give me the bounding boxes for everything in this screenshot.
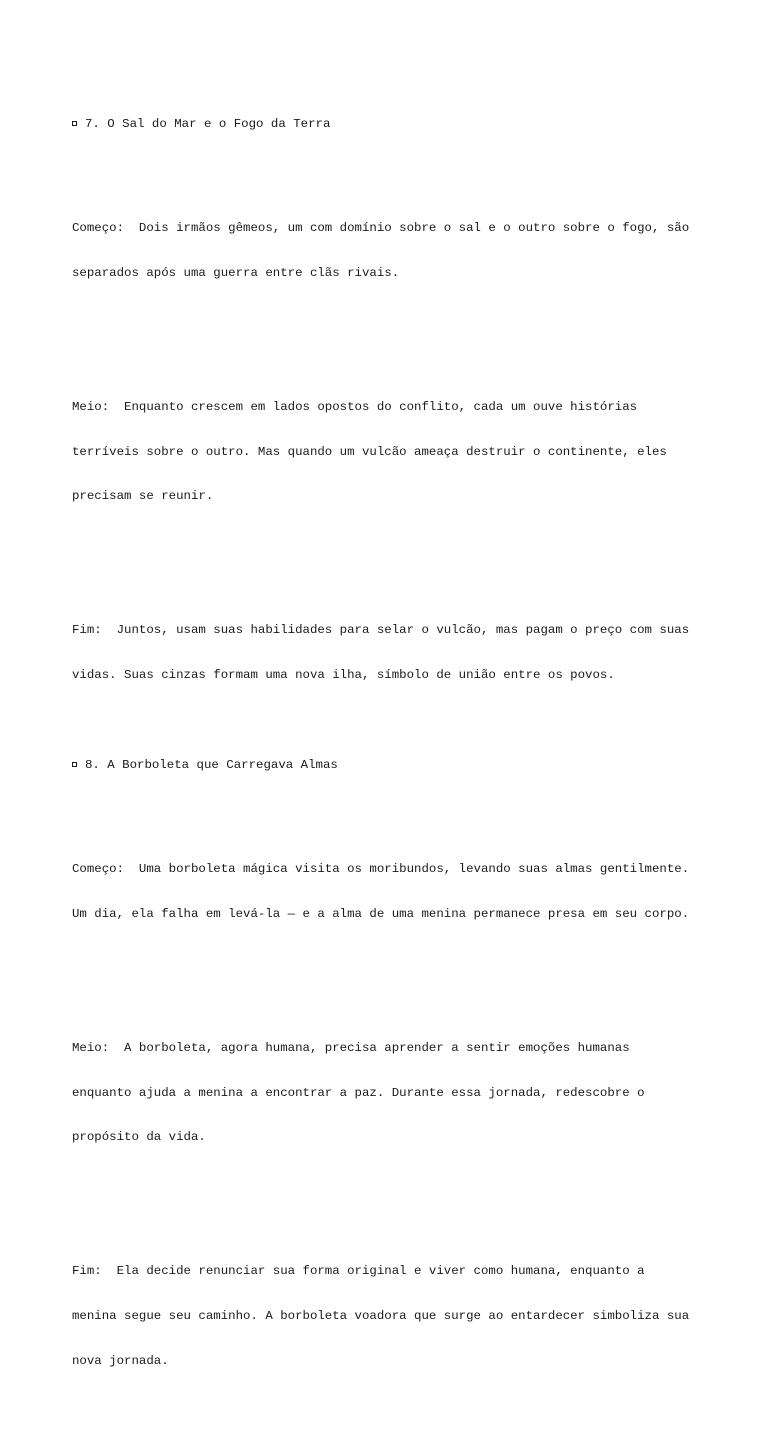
text-line: precisam se reunir.	[72, 489, 214, 504]
text-line: Começo: Uma borboleta mágica visita os moribundos, levando suas almas gentilmente.	[72, 861, 690, 876]
document-page	[72, 72, 702, 1443]
section-heading	[72, 117, 702, 132]
text-line: separados após uma guerra entre clãs rivais.	[72, 265, 400, 280]
paragraph-comeco	[72, 191, 702, 310]
text-line: Um dia, ela falha em levá-la — e a alma de uma menina permanece presa em seu corpo.	[72, 906, 690, 921]
text-line: Fim: Ela decide renunciar sua forma original e viver como humana, enquanto a	[72, 1264, 645, 1279]
paragraph-fim	[72, 594, 702, 713]
square-bullet-icon	[72, 762, 77, 767]
text-line: nova jornada.	[72, 1353, 169, 1368]
paragraph-meio	[72, 1011, 702, 1175]
text-line: menina segue seu caminho. A borboleta voadora que surge ao entardecer simboliza sua	[72, 1309, 690, 1324]
text-line: enquanto ajuda a menina a encontrar a paz. Durante essa jornada, redescobre o	[72, 1085, 645, 1100]
text-line: propósito da vida.	[72, 1130, 206, 1145]
section-heading	[72, 758, 702, 773]
text-line: Fim: Juntos, usam suas habilidades para selar o vulcão, mas pagam o preço com suas	[72, 623, 690, 638]
text-line: Meio: A borboleta, agora humana, precisa aprender a sentir emoções humanas	[72, 1040, 630, 1055]
text-line: terríveis sobre o outro. Mas quando um vulcão ameaça destruir o continente, eles	[72, 444, 667, 459]
text-line: Meio: Enquanto crescem em lados opostos do conflito, cada um ouve histórias	[72, 399, 638, 414]
section-title: 8. A Borboleta que Carregava Almas	[85, 757, 338, 772]
paragraph-comeco	[72, 832, 702, 951]
paragraph-fim	[72, 1235, 702, 1399]
paragraph-meio	[72, 370, 702, 534]
text-line: vidas. Suas cinzas formam uma nova ilha, símbolo de união entre os povos.	[72, 668, 615, 683]
text-line: Começo: Dois irmãos gêmeos, um com domínio sobre o sal e o outro sobre o fogo, são	[72, 221, 690, 236]
section-title: 7. O Sal do Mar e o Fogo da Terra	[85, 116, 331, 131]
square-bullet-icon	[72, 121, 77, 126]
